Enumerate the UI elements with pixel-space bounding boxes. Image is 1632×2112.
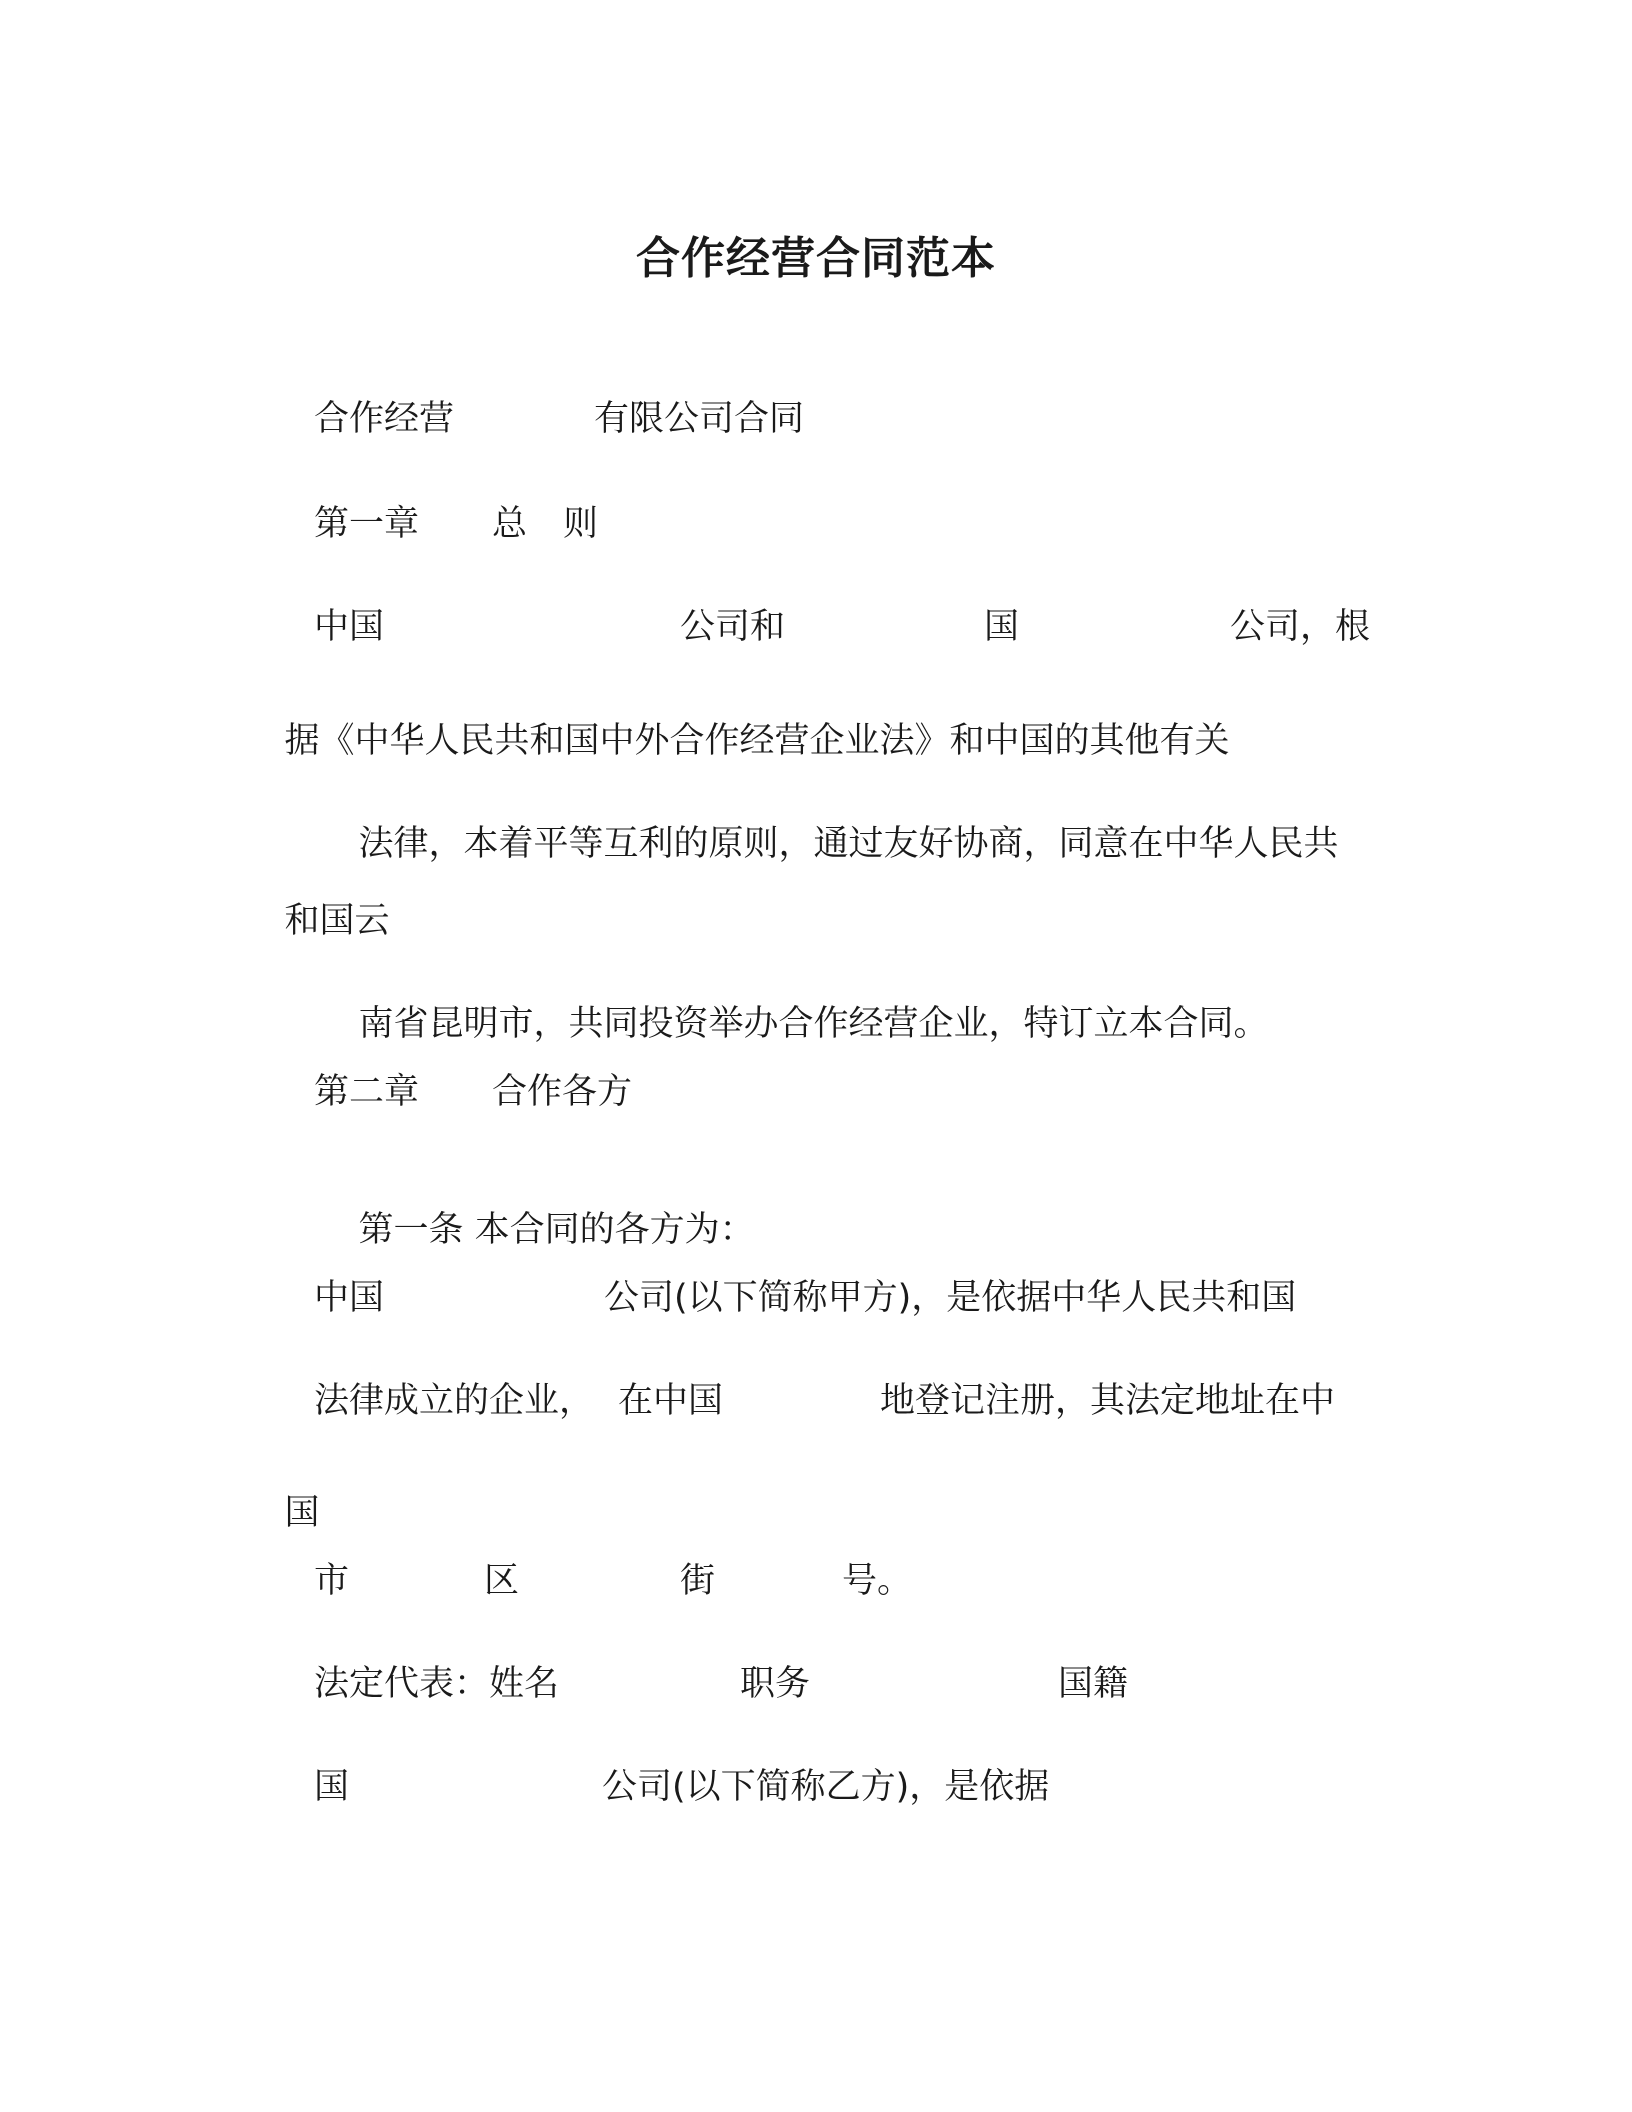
text-segment: 和国云	[284, 901, 390, 941]
text-segment: 地登记注册，其法定地址在中	[880, 1381, 1336, 1421]
article-one-heading	[314, 1178, 755, 1283]
contract-heading-prefix: 合作经营	[314, 399, 455, 439]
contract-heading-suffix: 有限公司合同	[594, 399, 805, 439]
paragraph-line	[240, 869, 390, 974]
street-label: 街	[680, 1561, 716, 1601]
chapter-one-number: 第一章	[314, 504, 420, 544]
chapter-one-title-part2: 则	[563, 504, 599, 544]
paragraph-line	[240, 1461, 320, 1566]
number-label: 号。	[842, 1561, 913, 1601]
text-segment: 国	[984, 607, 1020, 647]
text-segment: 在中国	[618, 1381, 724, 1421]
text-segment: 南省昆明市，共同投资举办合作经营企业，特订立本合同。	[358, 1004, 1269, 1044]
paragraph-line	[0, 1381, 1336, 1559]
paragraph-line	[240, 689, 1230, 794]
position-label: 职务	[740, 1664, 811, 1704]
paragraph-line	[314, 792, 1339, 897]
paragraph-line	[314, 972, 1269, 1077]
text-segment: 法律成立的企业，	[314, 1381, 595, 1421]
text-segment: 法律，本着平等互利的原则，通过友好协商，同意在中华人民共	[358, 824, 1339, 864]
chapter-two-title: 合作各方	[492, 1072, 633, 1112]
text-segment: 据《中华人民共和国中外合作经营企业法》和中国的其他有关	[284, 721, 1230, 761]
chapter-two-number: 第二章	[314, 1072, 420, 1112]
text-segment: 公司(以下简称乙方)，是依据	[602, 1767, 1050, 1807]
chapter-one-title-part1: 总	[492, 504, 528, 544]
text-segment: 第一条 本合同的各方为：	[358, 1210, 755, 1250]
chapter-two-heading	[0, 1072, 633, 1215]
document-title: 合作经营合同范本	[636, 233, 996, 284]
text-segment: 国	[314, 1767, 350, 1807]
text-segment: 中国	[314, 1278, 385, 1318]
paragraph-line	[0, 1767, 1050, 1910]
text-segment: 公司，根	[1230, 607, 1371, 647]
name-label: 法定代表：姓名	[314, 1664, 560, 1704]
nationality-label: 国籍	[1058, 1664, 1129, 1704]
text-segment: 中国	[314, 607, 385, 647]
text-segment: 公司(以下简称甲方)，是依据中华人民共和国	[604, 1278, 1297, 1318]
district-label: 区	[484, 1561, 520, 1601]
text-segment: 国	[284, 1493, 320, 1533]
city-label: 市	[314, 1561, 350, 1601]
text-segment: 公司和	[680, 607, 786, 647]
